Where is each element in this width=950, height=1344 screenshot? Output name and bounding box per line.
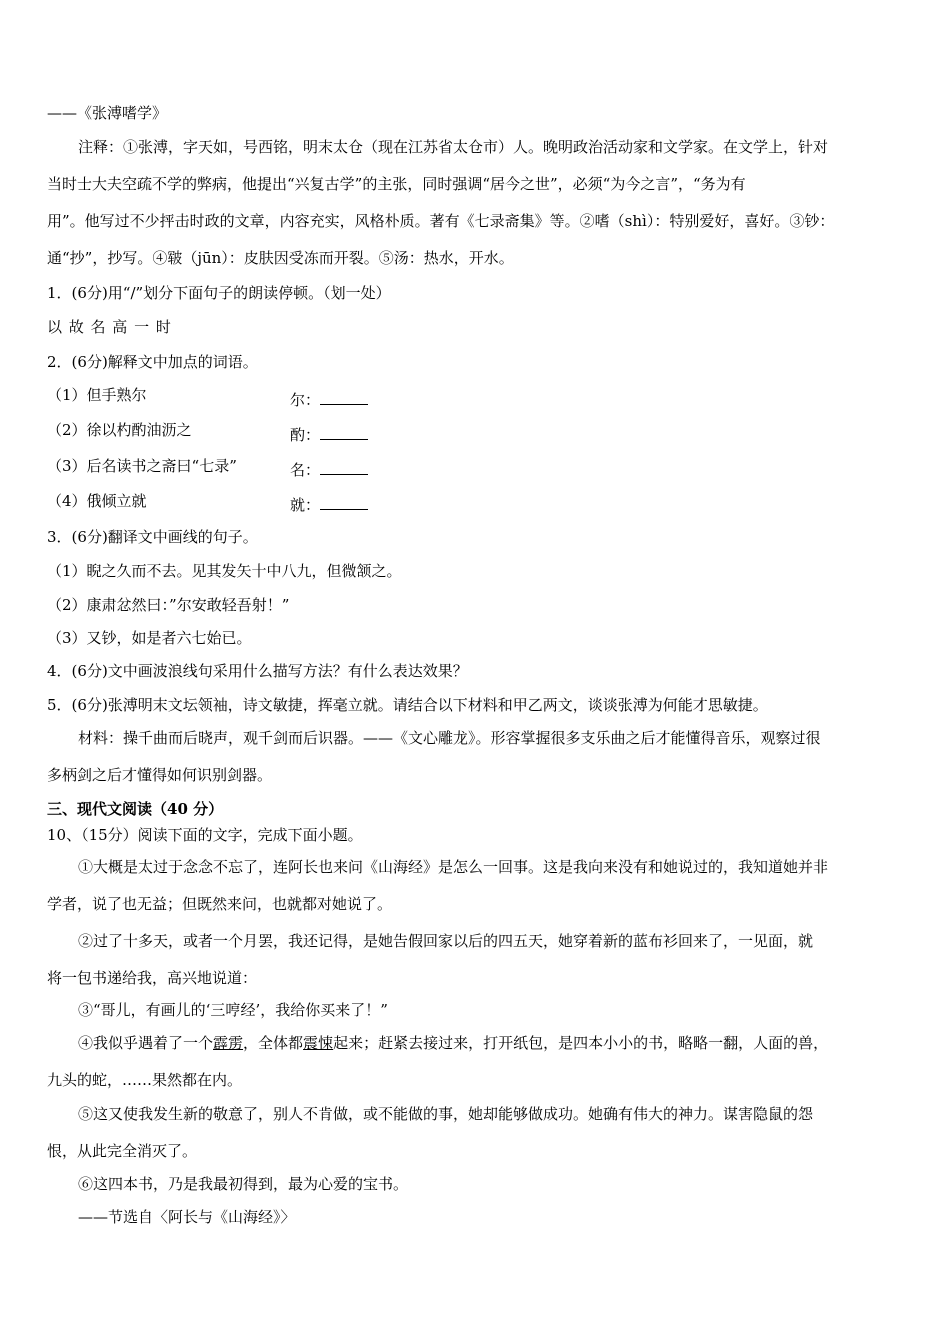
note-line-4: 通“抄”，抄写。④皲（jūn）：皮肤因受冻而开裂。⑤汤：热水，开水。	[47, 249, 514, 267]
q2-item-4: （4）俄倾立就	[47, 492, 147, 510]
q2-answer-3: 名：	[290, 460, 368, 480]
q5-title: 5．(6分)张溥明末文坛领袖，诗文敏捷，挥毫立就。请结合以下材料和甲乙两文，谈谈张溥为何能才思敏捷。	[47, 696, 768, 714]
para-2-line-1: ②过了十多天，或者一个月罢，我还记得，是她告假回家以后的四五天，她穿着新的蓝布衫回来了，一见面，就	[78, 932, 814, 950]
note-line-1: 注释：①张溥，字天如，号西铭，明末太仓（现在江苏省太仓市）人。晚明政治活动家和文学家。在文学上，针对	[78, 138, 829, 156]
q2-item-2: （2）徐以杓酌油沥之	[47, 421, 192, 439]
para-6: ⑥这四本书，乃是我最初得到，最为心爱的宝书。	[78, 1175, 409, 1193]
q3-item-2: （2）康肃忿然曰：”尔安敢轻吾射！”	[47, 596, 290, 614]
q2-title: 2．(6分)解释文中加点的词语。	[47, 353, 258, 371]
q2-answer-4: 就：	[290, 495, 368, 515]
para-4-line-1: ④我似乎遇着了一个霹雳，全体都震悚起来；赶紧去接过来，打开纸包，是四本小小的书，略略一翻，人面的兽，	[78, 1034, 829, 1052]
dotted-word-1: 霹雳	[213, 1034, 244, 1052]
q2-answer-1: 尔：	[290, 390, 368, 410]
q3-item-1: （1）睨之久而不去。见其发矢十中八九，但微颔之。	[47, 562, 402, 580]
q1-title: 1．(6分)用“/”划分下面句子的朗读停顿。（划一处）	[47, 284, 391, 302]
answer-blank[interactable]	[320, 460, 368, 475]
q2-item-1: （1）但手熟尔	[47, 386, 147, 404]
answer-blank[interactable]	[320, 495, 368, 510]
answer-blank[interactable]	[320, 425, 368, 440]
section-heading: 三、现代文阅读（40 分）	[47, 800, 224, 818]
q5-material-line-1: 材料：操千曲而后晓声，观千剑而后识器。——《文心雕龙》。形容掌握很多支乐曲之后才能懂得音乐，观察过很	[78, 729, 821, 747]
q3-item-3: （3）又钞，如是者六七始已。	[47, 629, 252, 647]
q2-item-3: （3）后名读书之斋曰“七录”	[47, 457, 237, 475]
answer-blank[interactable]	[320, 390, 368, 405]
para-5-line-1: ⑤这又使我发生新的敬意了，别人不肯做，或不能做的事，她却能够做成功。她确有伟大的神力。谋害隐鼠的怨	[78, 1105, 814, 1123]
q3-title: 3．(6分)翻译文中画线的句子。	[47, 528, 258, 546]
source-line: ——《张溥嗜学》	[47, 104, 168, 122]
q1-sentence: 以 故 名 高 一 时	[47, 318, 172, 336]
para-1-line-2: 学者，说了也无益；但既然来问，也就都对她说了。	[47, 895, 393, 913]
q5-material-line-2: 多柄剑之后才懂得如何识别剑器。	[47, 766, 273, 784]
q4-title: 4．(6分)文中画波浪线句采用什么描写方法？有什么表达效果？	[47, 662, 468, 680]
note-line-2: 当时士大夫空疏不学的弊病，他提出“兴复古学”的主张，同时强调“居今之世”，必须“为今之言”，“务为有	[47, 175, 746, 193]
para-5-line-2: 恨，从此完全消灭了。	[47, 1142, 198, 1160]
para-2-line-2: 将一包书递给我，高兴地说道：	[47, 969, 258, 987]
q10-title: 10、（15分）阅读下面的文字，完成下面小题。	[47, 826, 363, 844]
note-line-3: 用”。他写过不少抨击时政的文章，内容充实，风格朴质。著有《七录斋集》等。②嗜（shì）：特别爱好，喜好。③钞：	[47, 212, 835, 230]
para-1-line-1: ①大概是太过于念念不忘了，连阿长也来问《山海经》是怎么一回事。这是我向来没有和她说过的，我知道她并非	[78, 858, 829, 876]
para-4-line-2: 九头的蛇，……果然都在内。	[47, 1071, 243, 1089]
q2-answer-2: 酌：	[290, 425, 368, 445]
dotted-word-2: 震悚	[303, 1034, 334, 1052]
passage-source: ——节选自〈阿长与《山海经》〉	[78, 1208, 296, 1226]
para-3: ③“哥儿，有画儿的‘三哼经’，我给你买来了！”	[78, 1001, 388, 1019]
